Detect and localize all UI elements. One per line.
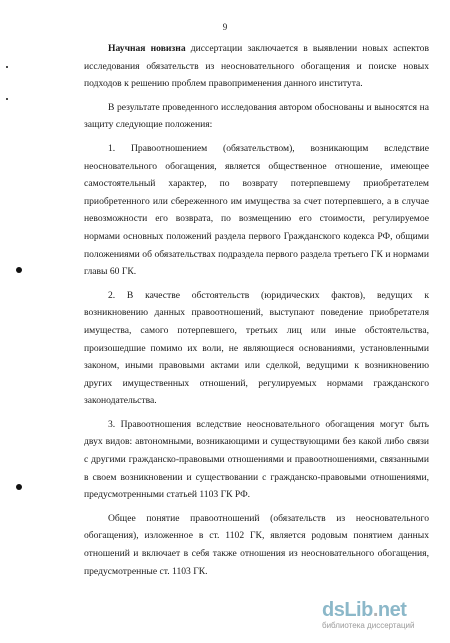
novelty-paragraph <box>84 40 429 93</box>
margin-tick-mark <box>6 98 8 100</box>
margin-tick-mark <box>6 66 8 68</box>
provision-1: 1. Правоотношением (обязательством), возникающим вследствие неосновательного обогащения, является общественное отношение, имеющее самостоятельный характер, по возврату потерпевшему приобретателем приобретенного или сбереженного им имущества за счет потерпевшего, а в случае невозможности его возврата, по возмещению его стоимости, регулируемое нормами основных положений раздела первого Гражданского кодекса РФ, общими положениями об обязательствах подраздела первого раздела третьего ГК и нормами главы 60 ГК. <box>84 142 429 278</box>
intro-paragraph: В результате проведенного исследования автором обоснованы и выносятся на защиту следующие положения: <box>84 101 429 131</box>
provision-2: 2. В качестве обстоятельств (юридических фактов), ведущих к возникновению данных правоотношений, выступают поведение приобретателя имущества, самого потерпевшего, третьих лиц или иные обстоятельства, произошедшие помимо их воли, не являющиеся основаниями, установленными законом, иными правовыми актами или сделкой, ведущими к возникновению других имущественных отношений, регулируемых нормами гражданского законодательства. <box>84 289 429 407</box>
general-concept-paragraph: Общее понятие правоотношений (обязательств из неосновательного обогащения), изложенное в ст. 1102 ГК, является родовым понятием данных отношений и включает в себя также отношения из неосновательного обогащения, предусмотренные ст. 1103 ГК. <box>84 512 429 577</box>
margin-bullet-mark <box>16 484 22 490</box>
provision-3: 3. Правоотношения вследствие неосновательного обогащения могут быть двух видов: автономными, возникающими и существующими без какой либо связи с другими гражданско-правовыми отношениями и правоотношениями, связанными в своем возникновении и существовании с гражданско-правовыми отношениями, предусмотренными статьей 1103 ГК РФ. <box>84 418 429 501</box>
novelty-text: диссертации заключается в выявлении новых аспектов исследования обязательств из неосновательного обогащения и поиске новых подходов к решению проблем правоприменения данного института. <box>84 43 429 90</box>
page-number: 9 <box>222 22 228 32</box>
dslib-logo: dsLib.net <box>322 599 407 621</box>
novelty-heading: Научная новизна <box>108 43 186 54</box>
watermark-caption: библиотека диссертаций <box>322 621 415 630</box>
margin-bullet-mark <box>16 267 22 273</box>
document-body <box>84 40 429 586</box>
dslib-watermark <box>322 599 440 633</box>
